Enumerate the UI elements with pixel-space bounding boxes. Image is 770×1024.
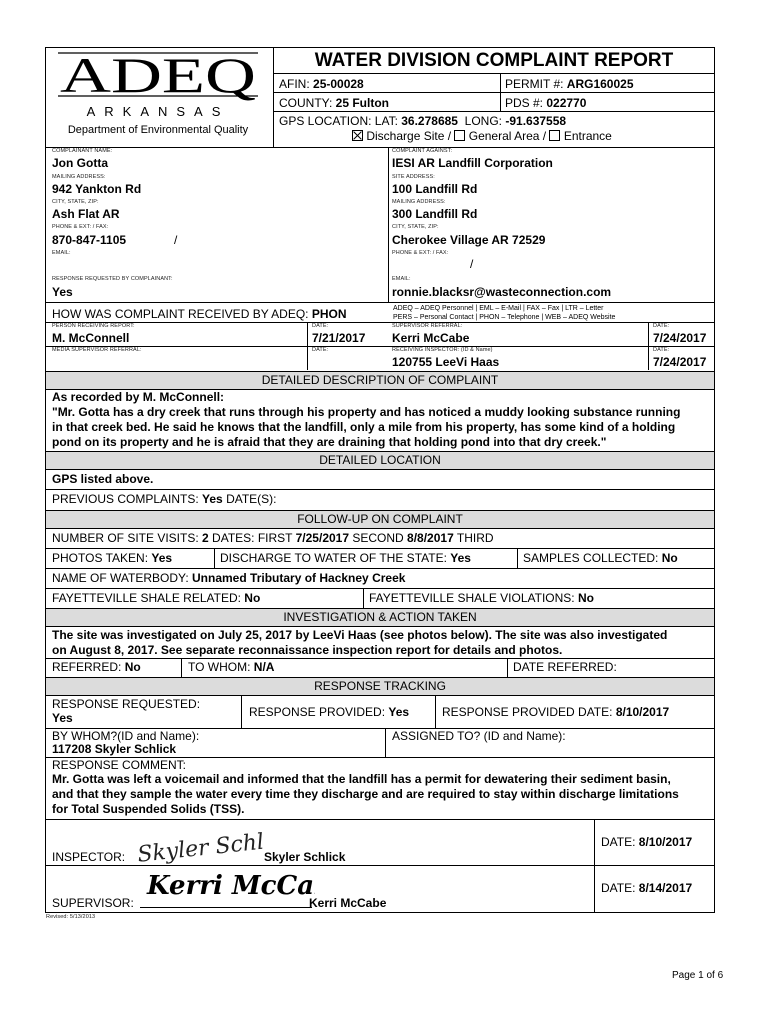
- supervisor-label: SUPERVISOR:: [52, 896, 134, 910]
- description-line: pond on its property and he is afraid that they are draining that holding pond into that dry creek.": [52, 435, 607, 449]
- complainant-name-label: COMPLAINANT NAME:: [52, 148, 113, 154]
- referred-to-whom: TO WHOM: N/A: [188, 660, 275, 674]
- against-mailing-label: MAILING ADDRESS:: [392, 199, 446, 205]
- response-comment-line: for Total Suspended Solids (TSS).: [52, 802, 245, 816]
- photos-taken: PHOTOS TAKEN: Yes: [52, 551, 173, 565]
- investigation-heading: INVESTIGATION & ACTION TAKEN: [46, 609, 714, 626]
- complainant-phone: 870-847-1105: [52, 233, 127, 247]
- general-area-checkbox[interactable]: [454, 130, 465, 141]
- investigation-line: The site was investigated on July 25, 2017 by LeeVi Haas (see photos below). The site was also investigated: [52, 628, 668, 642]
- response-comment: [52, 772, 679, 817]
- investigation-text: [52, 628, 667, 658]
- supervisor-signature-script: Kerri McCa: [147, 871, 315, 901]
- complainant-name: Jon Gotta: [52, 156, 108, 170]
- gps-location: GPS LOCATION: LAT: 36.278685 LONG: -91.637558: [279, 114, 567, 128]
- adeq-logo-mark: [46, 48, 271, 148]
- report-title: WATER DIVISION COMPLAINT REPORT: [314, 50, 674, 71]
- received-date: 7/21/2017: [312, 331, 366, 345]
- against-label: COMPLAINT AGAINST:: [392, 148, 453, 154]
- against-mailing: 300 Landfill Rd: [392, 207, 478, 221]
- received-date-label: DATE:: [312, 323, 329, 329]
- waterbody-name: NAME OF WATERBODY: Unnamed Tributary of Hackney Creek: [52, 571, 406, 585]
- complainant-mailing: 942 Yankton Rd: [52, 182, 142, 196]
- description-line: As recorded by M. McConnell:: [52, 390, 225, 404]
- by-whom-label: BY WHOM?(ID and Name):: [52, 729, 200, 743]
- complainant-mailing-label: MAILING ADDRESS:: [52, 174, 106, 180]
- description-text: [52, 390, 680, 450]
- person-receiving: M. McConnell: [52, 331, 130, 345]
- location-gps: GPS listed above.: [52, 472, 154, 486]
- afin: AFIN: 25-00028: [279, 77, 364, 91]
- against-site: 100 Landfill Rd: [392, 182, 478, 196]
- supervisor-signature: [145, 862, 315, 912]
- supervisor-name: Kerri McCabe: [309, 896, 387, 910]
- supervisor-referral: Kerri McCabe: [392, 331, 470, 345]
- media-date-label: DATE:: [312, 347, 329, 353]
- description-line: "Mr. Gotta has a dry creek that runs through his property and has noticed a muddy looking substance running: [52, 405, 681, 419]
- svg-text:Department of Environmental Qu: Department of Environmental Quality: [67, 124, 249, 136]
- inspector-signature-image: [133, 822, 263, 867]
- county: COUNTY: 25 Fulton: [279, 96, 390, 110]
- page-number: Page 1 of 6: [672, 970, 724, 981]
- receiving-inspector-label: RECEIVING INSPECTOR: (ID & Name): [392, 347, 493, 353]
- response-comment-line: and that they sample the water every time they discharge and are required to stay within discharge limitations: [52, 787, 679, 801]
- inspector-date-label: DATE:: [653, 347, 670, 353]
- against-phone-separator: /: [470, 257, 474, 271]
- pds-number: PDS #: 022770: [505, 96, 587, 110]
- shale-related: FAYETTEVILLE SHALE RELATED: No: [52, 591, 261, 605]
- response-comment-line: Mr. Gotta was left a voicemail and informed that the landfill has a permit for dewatering their sediment basin,: [52, 772, 671, 786]
- location-type: Discharge Site / General Area / Entrance: [352, 129, 612, 143]
- response-requested-label: RESPONSE REQUESTED:: [52, 697, 201, 711]
- against-email-label: EMAIL:: [392, 276, 411, 282]
- assigned-to-label: ASSIGNED TO? (ID and Name):: [392, 729, 566, 743]
- complainant-city-label: CITY, STATE, ZIP:: [52, 199, 99, 205]
- complainant-response-label: RESPONSE REQUESTED BY COMPLAINANT:: [52, 276, 173, 282]
- response-comment-label: RESPONSE COMMENT:: [52, 758, 187, 772]
- revised-date: Revised: 5/13/2013: [46, 914, 96, 920]
- supervisor-date: 7/24/2017: [653, 331, 707, 345]
- against-site-label: SITE ADDRESS:: [392, 174, 435, 180]
- inspector-label: INSPECTOR:: [52, 850, 126, 864]
- referred: REFERRED: No: [52, 660, 141, 674]
- supervisor-referral-label: SUPERVISOR REFERRAL:: [392, 323, 463, 329]
- investigation-line: on August 8, 2017. See separate reconnaissance inspection report for details and photos.: [52, 643, 563, 657]
- received-legend-line1: ADEQ – ADEQ Personnel | EML – E-Mail | FAX – Fax | LTR – Letter: [393, 305, 604, 312]
- response-provided: RESPONSE PROVIDED: Yes: [249, 705, 410, 719]
- against-name: IESI AR Landfill Corporation: [392, 156, 553, 170]
- against-city-label: CITY, STATE, ZIP:: [392, 224, 439, 230]
- shale-violations: FAYETTEVILLE SHALE VIOLATIONS: No: [369, 591, 594, 605]
- inspector-signature-script: Skyler Schlick: [136, 826, 263, 867]
- supervisor-signature-image: [145, 862, 315, 907]
- inspector-sign-date: DATE: 8/10/2017: [601, 835, 693, 849]
- svg-text:ARKANSAS: ARKANSAS: [86, 104, 230, 119]
- received-legend: [393, 304, 615, 322]
- receiving-inspector: 120755 LeeVi Haas: [392, 355, 500, 369]
- complainant-response: Yes: [52, 285, 73, 299]
- entrance-checkbox[interactable]: [549, 130, 560, 141]
- complainant-phone-separator: /: [174, 233, 178, 247]
- against-phone-label: PHONE & EXT: / FAX:: [392, 250, 449, 256]
- adeq-logo: [46, 48, 271, 148]
- how-received: HOW WAS COMPLAINT RECEIVED BY ADEQ: PHON: [52, 307, 347, 321]
- site-visits: NUMBER OF SITE VISITS: 2 DATES: FIRST 7/25/2017 SECOND 8/8/2017 THIRD: [52, 531, 494, 545]
- inspector-name: Skyler Schlick: [264, 850, 346, 864]
- description-heading: DETAILED DESCRIPTION OF COMPLAINT: [46, 372, 714, 389]
- media-supervisor-label: MEDIA SUPERVISOR REFERRAL:: [52, 347, 142, 353]
- complainant-email-label: EMAIL:: [52, 250, 71, 256]
- supervisor-date-label: DATE:: [653, 323, 670, 329]
- complainant-city: Ash Flat AR: [52, 207, 120, 221]
- previous-complaints: PREVIOUS COMPLAINTS: Yes DATE(S):: [52, 492, 277, 506]
- discharge-site-checkbox[interactable]: [352, 130, 363, 141]
- svg-text:ADEQ: ADEQ: [60, 48, 256, 103]
- inspector-date: 7/24/2017: [653, 355, 707, 369]
- against-email: ronnie.blacksr@wasteconnection.com: [392, 285, 612, 299]
- response-heading: RESPONSE TRACKING: [46, 678, 714, 695]
- by-whom: 117208 Skyler Schlick: [52, 742, 177, 756]
- description-line: in that creek bed. He said he knows that the landfill, only a mile from his property, has some kind of a holding: [52, 420, 676, 434]
- samples-collected: SAMPLES COLLECTED: No: [523, 551, 678, 565]
- response-provided-date: RESPONSE PROVIDED DATE: 8/10/2017: [442, 705, 670, 719]
- permit-number: PERMIT #: ARG160025: [505, 77, 634, 91]
- date-referred: DATE REFERRED:: [513, 660, 617, 674]
- supervisor-sign-date: DATE: 8/14/2017: [601, 881, 693, 895]
- response-requested: Yes: [52, 711, 73, 725]
- against-city: Cherokee Village AR 72529: [392, 233, 546, 247]
- followup-heading: FOLLOW-UP ON COMPLAINT: [46, 511, 714, 528]
- received-legend-line2: PERS – Personal Contact | PHON – Telephone | WEB – ADEQ Website: [393, 314, 616, 321]
- location-heading: DETAILED LOCATION: [46, 452, 714, 469]
- person-receiving-label: PERSON RECEIVING REPORT:: [52, 323, 135, 329]
- discharge-to-water: DISCHARGE TO WATER OF THE STATE: Yes: [220, 551, 471, 565]
- complainant-phone-label: PHONE & EXT: / FAX:: [52, 224, 109, 230]
